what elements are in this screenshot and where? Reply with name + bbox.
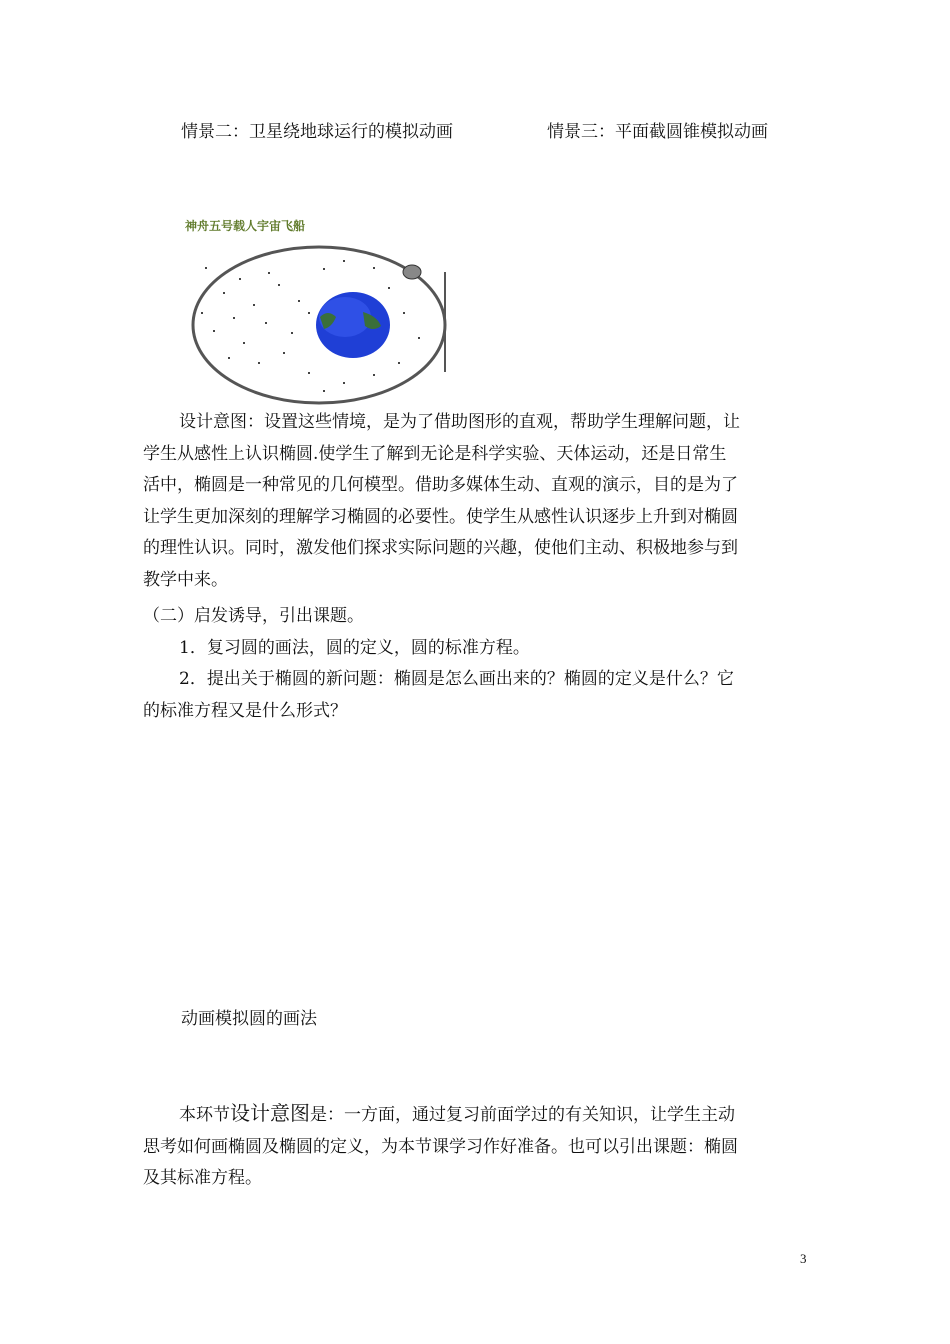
design-intent-2-prefix: 本环节 [179, 1105, 230, 1125]
scene-2-caption: 情景二：卫星绕地球运行的模拟动画 [181, 122, 453, 142]
satellite-icon [403, 265, 421, 279]
animation-caption: 动画模拟圆的画法 [181, 1009, 317, 1029]
page-number: 3 [800, 1251, 807, 1266]
design-intent-paragraph-1 [143, 407, 808, 596]
section-2 [143, 601, 808, 727]
design-intent-1-line-2: 学生从感性上认识椭圆.使学生了解到无论是科学实验、天体运动，还是日常生 [143, 443, 727, 464]
design-intent-2-keyword: 设计意图 [230, 1101, 310, 1125]
section-2-item-1: 1．复习圆的画法，圆的定义，圆的标准方程。 [179, 637, 530, 658]
scene-3-caption: 情景三：平面截圆锥模拟动画 [547, 122, 768, 142]
section-2-heading: （二）启发诱导，引出课题。 [143, 606, 364, 626]
design-intent-2-line-2: 思考如何画椭圆及椭圆的定义，为本节课学习作好准备。也可以引出课题：椭圆 [143, 1136, 738, 1157]
design-intent-1-line-4: 让学生更加深刻的理解学习椭圆的必要性。使学生从感性认识逐步上升到对椭圆 [143, 506, 738, 527]
design-intent-2-suffix: 是：一方面，通过复习前面学过的有关知识，让学生主动 [310, 1105, 735, 1125]
section-2-item-2-line-1: 2．提出关于椭圆的新问题：椭圆是怎么画出来的？椭圆的定义是什么？它 [179, 669, 734, 689]
earth-icon [316, 292, 390, 358]
design-intent-2-line-1 [143, 1098, 808, 1132]
design-intent-paragraph-2 [143, 1098, 808, 1195]
design-intent-2-line-3: 及其标准方程。 [143, 1168, 262, 1188]
design-intent-1-line-6: 教学中来。 [143, 569, 228, 590]
satellite-orbit-animation-image [183, 212, 453, 407]
design-intent-1-line-5: 的理性认识。同时，激发他们探求实际问题的兴趣，使他们主动、积极地参与到 [143, 538, 738, 558]
design-intent-1-line-3: 活中，椭圆是一种常见的几何模型。借助多媒体生动、直观的演示，目的是为了 [143, 475, 738, 495]
section-2-item-2-line-2: 的标准方程又是什么形式？ [143, 700, 347, 721]
animation-banner-text: 神舟五号载人宇宙飞船 [185, 219, 306, 233]
design-intent-1-line-1: 设计意图：设置这些情境，是为了借助图形的直观，帮助学生理解问题，让 [179, 412, 740, 432]
